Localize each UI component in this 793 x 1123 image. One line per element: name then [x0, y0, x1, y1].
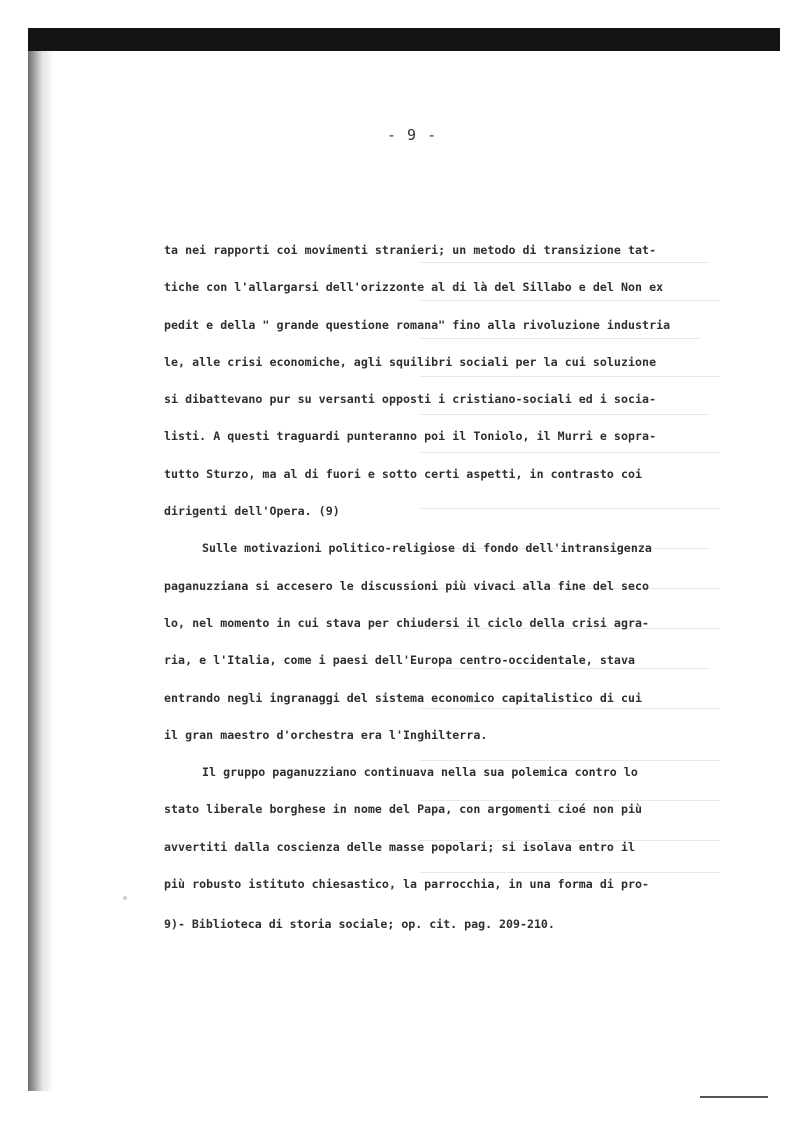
footnote: 9)- Biblioteca di storia sociale; op. cit. pag. 209-210.	[164, 917, 555, 931]
text-line: entrando negli ingranaggi del sistema economico capitalistico di cui	[164, 690, 643, 705]
scan-bottom-mark	[700, 1096, 768, 1098]
text-line: tiche con l'allargarsi dell'orizzonte al di là del Sillabo e del Non ex	[164, 280, 664, 295]
text-line: listi. A questi traguardi punteranno poi il Toniolo, il Murri e sopra-	[164, 429, 657, 444]
text-line: ria, e l'Italia, come i paesi dell'Europa centro-occidentale, stava	[164, 653, 636, 668]
text-line: tutto Sturzo, ma al di fuori e sotto certi aspetti, in contrasto coi	[164, 466, 643, 481]
footnote-mark	[123, 896, 127, 900]
text-line: dirigenti dell'Opera. (9)	[164, 504, 340, 519]
text-line: le, alle crisi economiche, agli squilibri sociali per la cui soluzione	[164, 354, 657, 369]
scan-binding-edge	[28, 51, 44, 1091]
text-line: Il gruppo paganuzziano continuava nella sua polemica contro lo	[202, 765, 638, 780]
text-line: più robusto istituto chiesastico, la parrocchia, in una forma di pro-	[164, 877, 650, 892]
text-line: lo, nel momento in cui stava per chiudersi il ciclo della crisi agra-	[164, 615, 650, 630]
text-line: si dibattevano pur su versanti opposti i cristiano-sociali ed i socia-	[164, 392, 657, 407]
text-line: pedit e della " grande questione romana" fino alla rivoluzione industria	[164, 317, 671, 332]
text-line: ta nei rapporti coi movimenti stranieri; un metodo di transizione tat-	[164, 243, 657, 257]
text-line: avvertiti dalla coscienza delle masse popolari; si isolava entro il	[164, 839, 636, 854]
scan-binding-shadow	[44, 51, 54, 1091]
text-line: Sulle motivazioni politico-religiose di fondo dell'intransigenza	[202, 541, 652, 556]
page-number: - 9 -	[387, 126, 438, 144]
text-line: paganuzziana si accesero le discussioni più vivaci alla fine del seco	[164, 578, 650, 593]
body-text	[164, 232, 724, 903]
scan-top-border	[28, 28, 780, 51]
text-line: stato liberale borghese in nome del Papa, con argomenti cioé non più	[164, 802, 643, 817]
text-line: il gran maestro d'orchestra era l'Inghilterra.	[164, 727, 488, 742]
